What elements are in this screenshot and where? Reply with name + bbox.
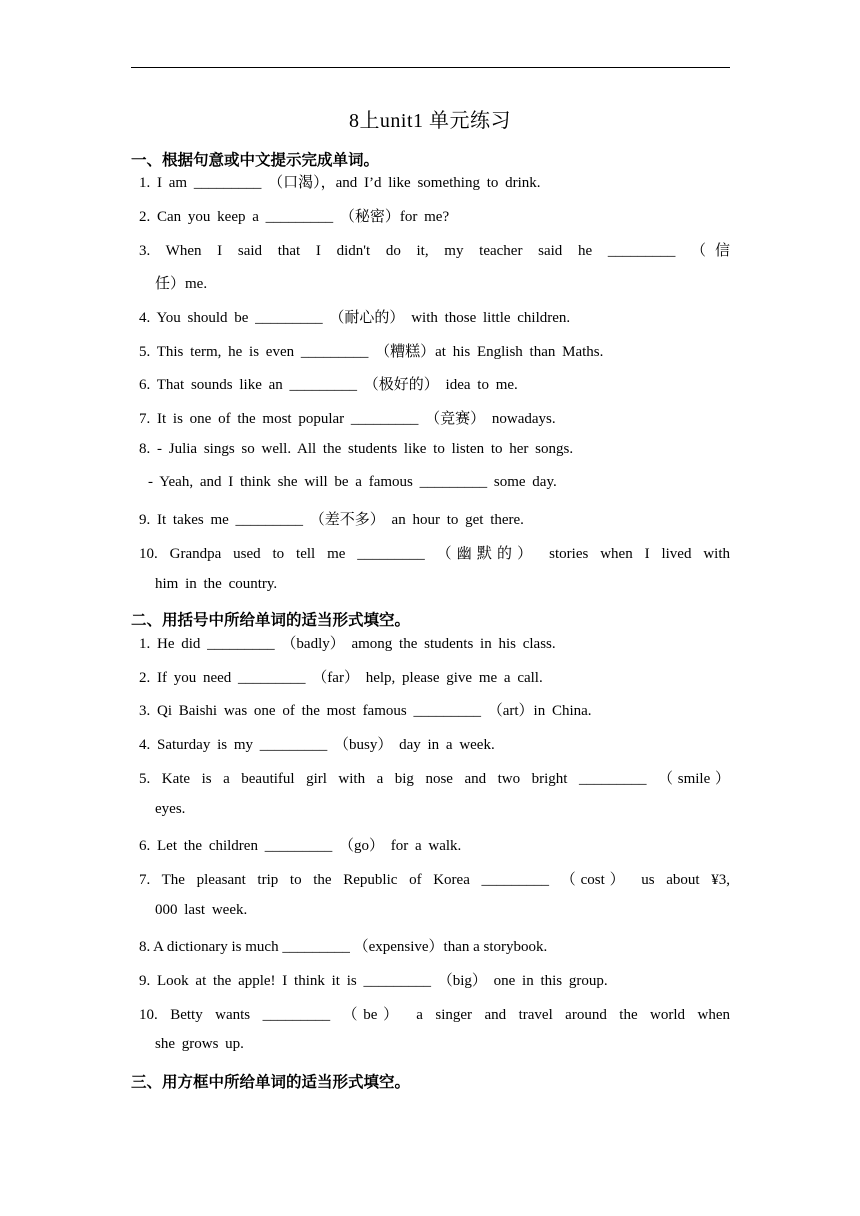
exercise-line: 3. When I said that I didn't do it, my teacher said he _________ （信 [139, 243, 730, 259]
exercise-line: 6. Let the children _________ （go） for a walk. [139, 838, 462, 854]
dialogue-response-line: - Yeah, and I think she will be a famous _________ some day. [148, 474, 557, 490]
header-rule [131, 67, 730, 68]
exercise-line: 2. If you need _________ （far） help, please give me a call. [139, 670, 543, 686]
exercise-line: 4. Saturday is my _________ （busy） day in a week. [139, 737, 495, 753]
exercise-line-continuation: him in the country. [155, 576, 278, 592]
exercise-line: 4. You should be _________ （耐心的） with those little children. [139, 310, 571, 326]
exercise-line: 10. Grandpa used to tell me _________ （幽默的） stories when I lived with [139, 546, 730, 562]
section-heading-2: 二、用括号中所给单词的适当形式填空。 [131, 611, 411, 629]
page-title: 8上unit1 单元练习 [348, 110, 512, 132]
exercise-line-continuation: 000 last week. [155, 902, 248, 918]
exercise-line: 3. Qi Baishi was one of the most famous _________ （art）in China. [139, 703, 592, 719]
exercise-line-continuation: she grows up. [155, 1036, 244, 1052]
exercise-line: 7. The pleasant trip to the Republic of Korea _________ （cost） us about ¥3, [139, 872, 730, 888]
exercise-line: 9. Look at the apple! I think it is _________ （big） one in this group. [139, 973, 608, 989]
exercise-line-continuation: eyes. [155, 801, 186, 817]
exercise-line: 5. Kate is a beautiful girl with a big nose and two bright _________ （smile） [139, 771, 730, 787]
exercise-line: 8. A dictionary is much _________ （expensive）than a storybook. [139, 939, 548, 955]
exercise-line-continuation: 任）me. [155, 276, 208, 292]
exercise-line: 1. I am _________ （口渴），and I’d like something to drink. [139, 175, 541, 191]
section-heading-3: 三、用方框中所给单词的适当形式填空。 [131, 1073, 411, 1091]
exercise-line: 5. This term, he is even _________ （糟糕）at his English than Maths. [139, 344, 604, 360]
exercise-line: 2. Can you keep a _________ （秘密）for me? [139, 209, 450, 225]
exercise-line: 7. It is one of the most popular _________ （竞赛） nowadays. [139, 411, 556, 427]
exercise-line: 9. It takes me _________ （差不多） an hour to get there. [139, 512, 524, 528]
exercise-line: 6. That sounds like an _________ （极好的） idea to me. [139, 377, 518, 393]
exercise-line: 1. He did _________ （badly） among the students in his class. [139, 636, 556, 652]
exercise-line: 10. Betty wants _________ （be） a singer and travel around the world when [139, 1007, 730, 1023]
exercise-line: 8. - Julia sings so well. All the students like to listen to her songs. [139, 441, 574, 457]
section-heading-1: 一、根据句意或中文提示完成单词。 [131, 151, 380, 169]
